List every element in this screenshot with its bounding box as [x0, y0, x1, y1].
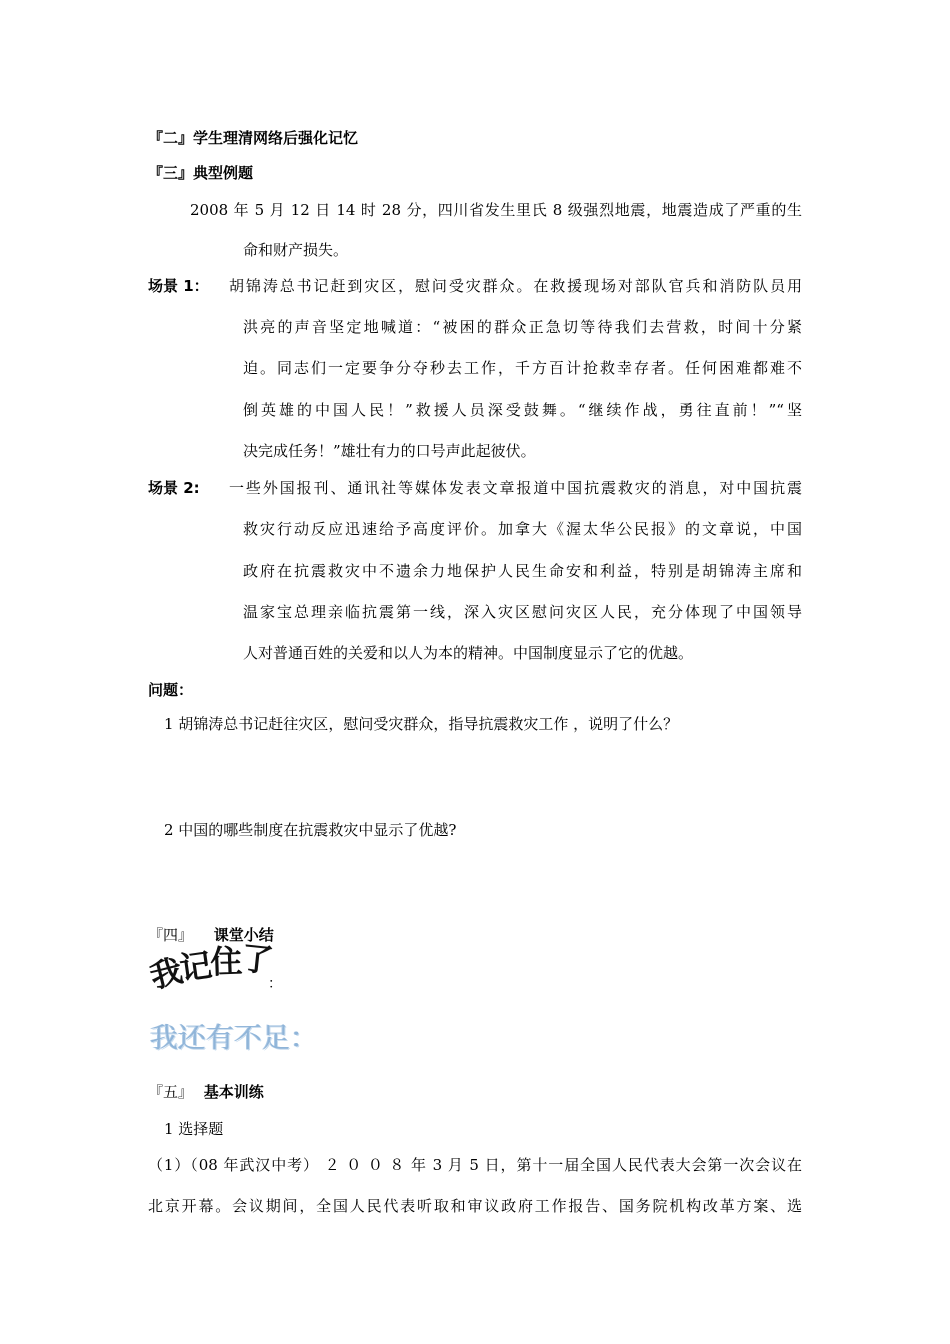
- wordart-remember: [146, 935, 275, 996]
- scene-1-label: 场景 1：: [148, 277, 209, 295]
- intro-line-1: 2008 年 5 月 12 日 14 时 28 分，四川省发生里氏 8 级强烈地震，地震造成了严重的生: [190, 201, 802, 219]
- intro-line-2: 命和财产损失。: [243, 241, 349, 259]
- scene-1-line-4: 倒英雄的中国人民！”救援人员深受鼓舞。“继续作战，勇往直前！”“坚: [243, 401, 802, 419]
- wordart-remember-char-1: 我: [146, 951, 186, 996]
- training-paragraph-line-1: （1）（08 年武汉中考） ２ ０ ０ ８ 年 3 月 5 日，第十一届全国人民代表大会第一次会议在: [148, 1156, 802, 1174]
- wordart-remember-char-2: 记: [177, 945, 214, 988]
- section-5-title: 基本训练: [203, 1083, 264, 1101]
- scene-2-line-1: 一些外国报刊、通讯社等媒体发表文章报道中国抗震救灾的消息，对中国抗震: [229, 479, 802, 497]
- scene-1-line-1: 胡锦涛总书记赶到灾区，慰问受灾群众。在救援现场对部队官兵和消防队员用: [229, 277, 802, 295]
- training-paragraph-line-2: 北京开幕。会议期间，全国人民代表听取和审议政府工作报告、国务院机构改革方案、选: [148, 1197, 802, 1215]
- scene-2-line-5: 人对普通百姓的关爱和以人为本的精神。中国制度显示了它的优越。: [243, 644, 694, 662]
- section-4-title: 课堂小结: [213, 926, 274, 944]
- scene-1-line-5: 决完成任务！”雄壮有力的口号声此起彼伏。: [243, 442, 536, 460]
- scene-2-line-3: 政府在抗震救灾中不遗余力地保护人民生命安和利益，特别是胡锦涛主席和: [243, 562, 802, 580]
- training-subheading: 1 选择题: [164, 1120, 224, 1138]
- scene-1-line-2: 洪亮的声音坚定地喊道：“被困的群众正急切等待我们去营救，时间十分紧: [243, 318, 802, 336]
- scene-2-line-2: 救灾行动反应迅速给予高度评价。加拿大《渥太华公民报》的文章说，中国: [243, 520, 802, 538]
- questions-label: 问题：: [148, 681, 194, 699]
- section-5-bracket: 『五』: [148, 1083, 194, 1101]
- wordart-remember-char-3: 住: [209, 942, 242, 982]
- question-2: 2 中国的哪些制度在抗震救灾中显示了优越?: [164, 821, 457, 839]
- scene-2-line-4: 温家宝总理亲临抗震第一线，深入灾区慰问灾区人民，充分体现了中国领导: [243, 603, 802, 621]
- section-4-bracket: 『四』: [148, 926, 194, 944]
- scene-2-label: 场景 2:: [148, 479, 200, 497]
- wordart-remember-char-4: 了: [239, 938, 275, 981]
- section-3-heading: 『三』典型例题: [148, 164, 254, 182]
- wordart-remember-colon: ：: [268, 976, 282, 992]
- wordart-shortcomings: 我还有不足：: [150, 1021, 319, 1054]
- question-1: 1 胡锦涛总书记赶往灾区，慰问受灾群众，指导抗震救灾工作 ，说明了什么？: [164, 715, 679, 733]
- scene-1-line-3: 迫。同志们一定要争分夺秒去工作，千方百计抢救幸存者。任何困难都难不: [243, 359, 802, 377]
- section-5-heading: [148, 1082, 264, 1102]
- section-2-heading: 『二』学生理清网络后强化记忆: [148, 129, 359, 147]
